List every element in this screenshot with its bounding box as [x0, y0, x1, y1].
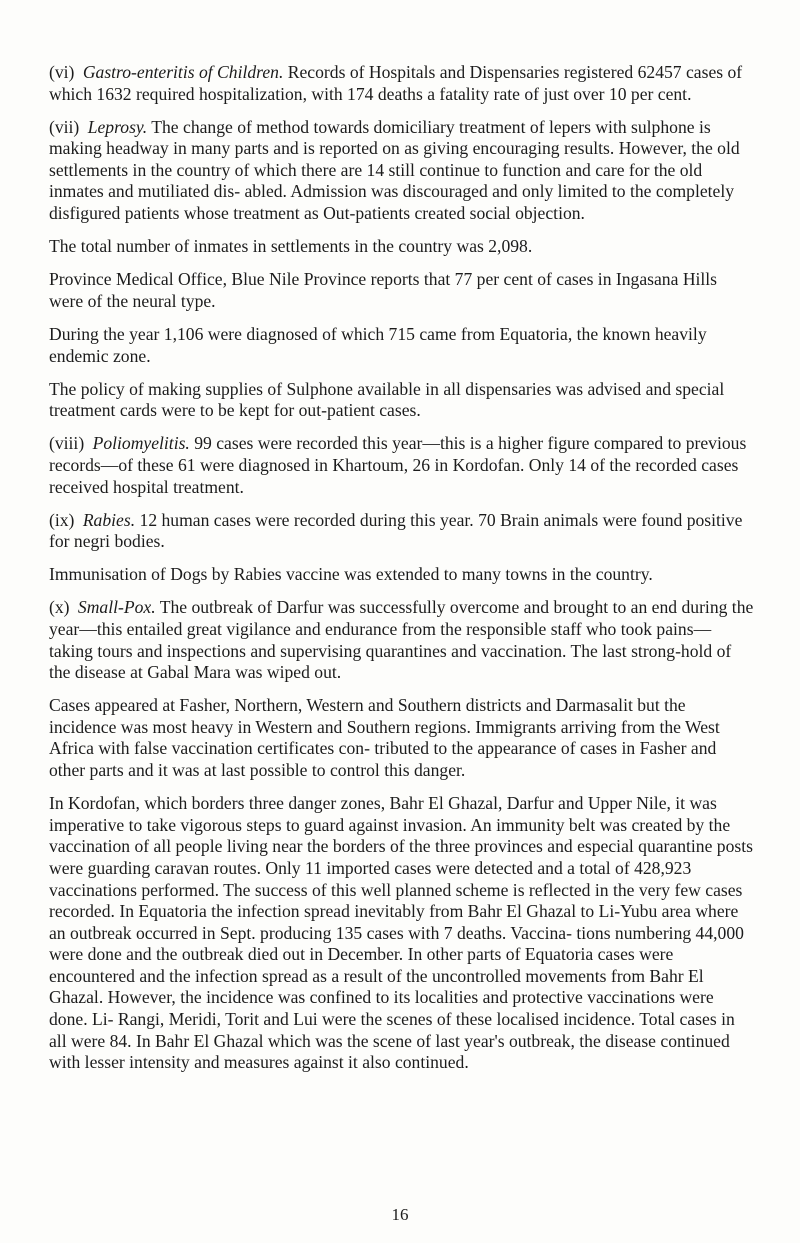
paragraph: During the year 1,106 were diagnosed of which 715 came from Equatoria, the known heavily endemic zone.	[49, 323, 707, 366]
section-leprosy	[49, 117, 755, 225]
section-number: (viii)	[49, 433, 85, 454]
section-number: (vi)	[49, 62, 75, 82]
paragraph: Province Medical Office, Blue Nile Province reports that 77 per cent of cases in Ingasana Hills were of the neural type.	[49, 269, 718, 311]
section-number: (x)	[49, 597, 70, 618]
section-gastro-enteritis	[49, 62, 755, 105]
paragraph-text: The outbreak of Darfur was successfully overcome and brought to an end during the year—this entailed great vigilance and endurance from the responsible staff who took pains—taking tours and inspections and supervising quarantines and vaccination. The last strong-hold of the disease at Gabal Mara was wiped out.	[49, 597, 754, 683]
section-heading: Leprosy.	[87, 116, 148, 137]
paragraph-text: 99 cases were recorded this year—this is a higher figure compared to previous records—of these 61 were diagnosed in Khartoum, 26 in Kordofan. Only 14 of the recorded cases received hospital treatment.	[49, 433, 747, 497]
paragraph: The total number of inmates in settlements in the country was 2,098.	[49, 236, 533, 257]
section-heading: Small-Pox.	[77, 597, 156, 618]
paragraph-text: The change of method towards domiciliary treatment of lepers with sulphone is making headway in many parts and is reported on as giving encouraging results. However, the old settlements in the country of which there are 14 still continue to function and care for the old inmates and mutiliated dis- abled. Admission was discouraged and only limited to the completely disfigured patients whose treatment as Out-patients created social objection.	[49, 116, 740, 224]
paragraph: In Kordofan, which borders three danger zones, Bahr El Ghazal, Darfur and Upper Nile, it was imperative to take vigorous steps to guard against invasion. An immunity belt was created by the vaccination of all people living near the borders of the three provinces and especial quarantine posts were guarding caravan routes. Only 11 imported cases were detected and a total of 428,923 vaccinations performed. The success of this well planned scheme is reflected in the very few cases recorded. In Equatoria the infection spread inevitably from Bahr El Ghazal to Li-Yubu area where an outbreak occurred in Sept. producing 135 cases with 7 deaths. Vaccina- tions numbering 44,000 were done and the outbreak died out in December. In other parts of Equatoria cases were encountered and the infection spread as a result of the uncontrolled movements from Bahr El Ghazal. However, the incidence was confined to its localities and protective vaccinations were done. Li- Rangi, Meridi, Torit and Lui were the scenes of these localised incidence. Total cases in all were 84. In Bahr El Ghazal which was the scene of last year's outbreak, the disease continued with lesser intensity and measures against it also continued.	[49, 793, 753, 1073]
section-heading: Poliomyelitis.	[92, 433, 190, 454]
section-poliomyelitis	[49, 433, 755, 498]
paragraph: Immunisation of Dogs by Rabies vaccine was extended to many towns in the country.	[49, 564, 653, 585]
section-heading: Rabies.	[82, 509, 136, 530]
section-number: (ix)	[49, 509, 75, 530]
paragraph: The policy of making supplies of Sulphone available in all dispensaries was advised and special treatment cards were to be kept for out-patient cases.	[49, 378, 725, 421]
paragraph-text: 12 human cases were recorded during this year. 70 Brain animals were found positive for negri bodies.	[49, 509, 743, 552]
section-rabies	[49, 510, 755, 553]
page-number: 16	[391, 1205, 409, 1224]
section-number: (vii)	[49, 116, 80, 137]
section-small-pox	[49, 597, 755, 683]
section-heading: Gastro-enteritis of Children.	[82, 62, 284, 82]
paragraph: Cases appeared at Fasher, Northern, Western and Southern districts and Darmasalit but the incidence was most heavy in Western and Southern regions. Immigrants arriving from the West Africa with false vaccination certificates con- tributed to the appearance of cases in Fasher and other parts and it was at last possible to control this danger.	[49, 695, 720, 781]
document-body	[49, 62, 755, 1085]
paragraph-text: Records of Hospitals and Dispensaries registered 62457 cases of which 1632 required hospitalization, with 174 deaths a fatality rate of just over 10 per cent.	[49, 62, 743, 104]
